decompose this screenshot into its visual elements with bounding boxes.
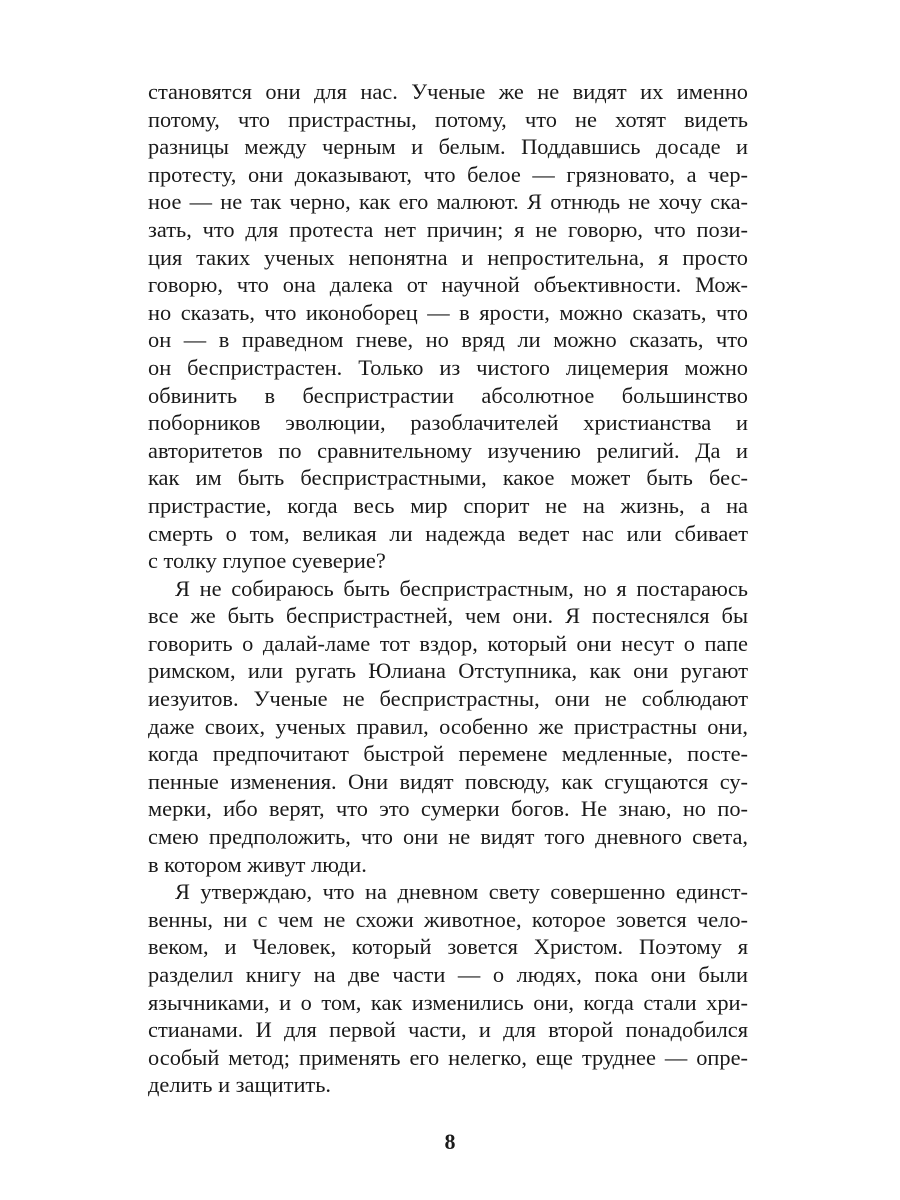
text-line: авторитетов по сравнительному изучению религий. Да и <box>148 437 748 463</box>
text-line: он — в праведном гневе, но вряд ли можно сказать, что <box>148 327 748 353</box>
text-line: потому, что пристрастны, потому, что не хотят видеть <box>148 106 748 132</box>
text-line: как им быть беспристрастными, какое может быть бес- <box>148 465 748 491</box>
text-line: Я утверждаю, что на дневном свету совершенно единст- <box>175 879 748 905</box>
text-line: ция таких ученых непонятна и непростительна, я просто <box>148 244 748 270</box>
text-line: язычниками, и о том, как изменились они, когда стали хри- <box>148 989 748 1015</box>
text-line: в котором живут люди. <box>148 851 367 877</box>
text-line: Я не собираюсь быть беспристрастным, но я постараюсь <box>175 575 748 601</box>
text-line: пристрастие, когда весь мир спорит не на жизнь, а на <box>148 492 748 518</box>
text-line: разницы между черным и белым. Поддавшись досаде и <box>148 134 748 160</box>
text-line: веком, и Человек, который зовется Христом. Поэтому я <box>148 934 748 960</box>
text-line: смерть о том, великая ли надежда ведет нас или сбивает <box>148 520 748 546</box>
text-line: протесту, они доказывают, что белое — грязновато, а чер- <box>148 161 748 187</box>
text-line: даже своих, ученых правил, особенно же пристрастны они, <box>148 713 748 739</box>
text-line: зать, что для протеста нет причин; я не говорю, что пози- <box>148 216 748 242</box>
text-line: поборников эволюции, разоблачителей христианства и <box>148 410 748 436</box>
text-line: все же быть беспристрастней, чем они. Я постеснялся бы <box>148 603 748 629</box>
text-line: говорить о далай-ламе тот вздор, который они несут о папе <box>148 630 748 656</box>
text-line: особый метод; применять его нелегко, еще труднее — опре- <box>148 1044 748 1070</box>
text-line: мерки, ибо верят, что это сумерки богов. Не знаю, но по- <box>148 796 748 822</box>
text-line: говорю, что она далека от научной объективности. Мож- <box>148 272 748 298</box>
text-line: пенные изменения. Они видят повсюду, как сгущаются су- <box>148 768 748 794</box>
text-line: с толку глупое суеверие? <box>148 548 386 574</box>
text-line: делить и защитить. <box>148 1072 332 1098</box>
text-line: разделил книгу на две части — о людях, пока они были <box>148 962 748 987</box>
text-line: римском, или ругать Юлиана Отступника, как они ругают <box>148 658 748 684</box>
text-line: когда предпочитают быстрой перемене медленные, посте- <box>148 741 748 767</box>
text-line: ное — не так черно, как его малюют. Я отнюдь не хочу ска- <box>148 189 748 215</box>
text-line: смею предположить, что они не видят того дневного света, <box>148 824 748 850</box>
text-line: но сказать, что иконоборец — в ярости, можно сказать, что <box>148 299 748 325</box>
text-line: стианами. И для первой части, и для второй понадобился <box>148 1017 748 1043</box>
text-line: обвинить в беспристрастии абсолютное большинство <box>148 382 748 408</box>
body-text <box>148 78 748 1099</box>
text-line: становятся они для нас. Ученые же не видят их именно <box>148 79 748 104</box>
text-line: венны, ни с чем не схожи животное, которое зовется чело- <box>148 906 748 932</box>
text-line: иезуитов. Ученые не беспристрастны, они не соблюдают <box>148 686 748 712</box>
text-line: он беспристрастен. Только из чистого лицемерия можно <box>148 354 748 380</box>
page-number: 8 <box>444 1129 456 1154</box>
